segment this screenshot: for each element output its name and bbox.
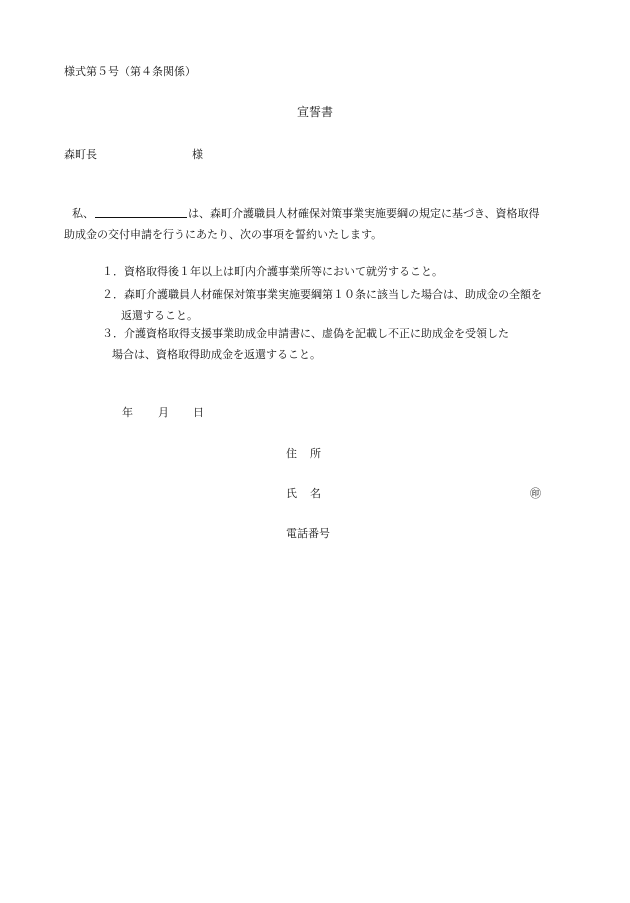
address-label: 住所 xyxy=(286,447,334,460)
document-title: 宣誓書 xyxy=(296,105,333,119)
pledge-item-2-line2: 返還すること。 xyxy=(121,309,198,322)
pledge-prefix: 私、 xyxy=(72,207,94,220)
pledge-paragraph-line2: 助成金の交付申請を行うにあたり、次の事項を誓約いたします。 xyxy=(64,228,383,241)
pledge-item-2-line1: ２．森町介護職員人材確保対策事業実施要綱第１０条に該当した場合は、助成金の全額を xyxy=(102,288,542,301)
addressee-name: 森町長 xyxy=(64,148,97,161)
pledge-item-3-line2: 場合は、資格取得助成金を返還すること。 xyxy=(112,348,321,361)
pledge-item-3-line1: ３．介護資格取得支援事業助成金申請書に、虚偽を記載し不正に助成金を受領した xyxy=(102,327,509,340)
phone-label: 電話番号 xyxy=(286,527,330,540)
pledge-paragraph-line1 xyxy=(72,207,540,219)
addressee-honorific: 様 xyxy=(192,148,203,161)
date-year-label: 年 xyxy=(122,406,133,419)
name-label: 氏名 xyxy=(286,487,334,500)
seal-mark: ㊞ xyxy=(530,487,541,500)
pledge-item-1: １．資格取得後１年以上は町内介護事業所等において就労すること。 xyxy=(102,265,443,278)
date-day-label: 日 xyxy=(193,406,204,419)
form-number: 様式第５号（第４条関係） xyxy=(64,65,196,78)
pledge-text: は、森町介護職員人材確保対策事業実施要綱の規定に基づき、資格取得 xyxy=(188,207,540,220)
applicant-name-blank[interactable] xyxy=(95,207,187,218)
date-month-label: 月 xyxy=(158,406,169,419)
